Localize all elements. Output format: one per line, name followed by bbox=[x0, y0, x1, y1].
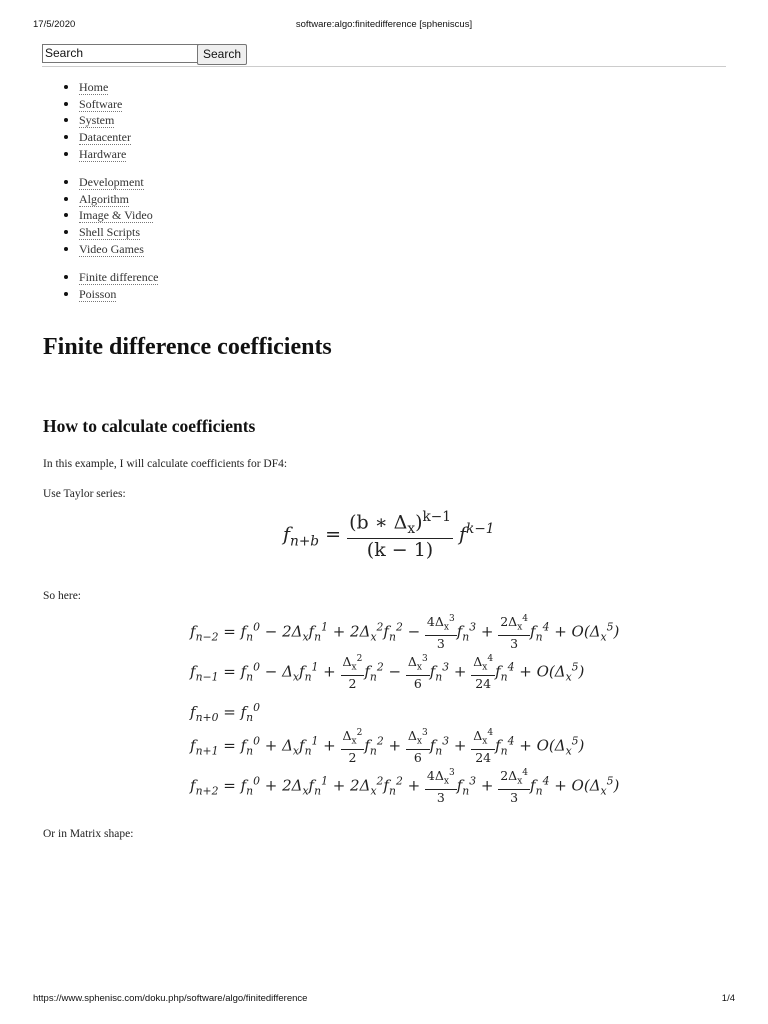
bullet-icon bbox=[64, 292, 68, 296]
bullet-icon bbox=[64, 213, 68, 217]
nav-item-finite-difference[interactable] bbox=[62, 270, 158, 287]
nav-link[interactable]: Hardware bbox=[79, 146, 127, 161]
nav-item-datacenter[interactable] bbox=[62, 130, 131, 147]
nav-item-shell-scripts[interactable] bbox=[62, 225, 153, 242]
bullet-icon bbox=[64, 230, 68, 234]
matrix-label: Or in Matrix shape: bbox=[43, 828, 134, 840]
intro-text: In this example, I will calculate coefficients for DF4: bbox=[43, 458, 288, 470]
nav-link[interactable]: Shell Scripts bbox=[79, 225, 141, 240]
so-here-label: So here: bbox=[43, 590, 82, 602]
taylor-formula: $f_{n+b}$ = $\frac{(b ∗ \Delta_x)^{k-1}}{(k - 1)}$ $f^{k-1}$ bbox=[283, 509, 495, 562]
nav-link[interactable]: Finite difference bbox=[79, 270, 159, 284]
bullet-icon bbox=[64, 247, 68, 251]
bullet-icon bbox=[64, 275, 68, 279]
nav-item-video-games[interactable] bbox=[62, 242, 153, 259]
nav-item-home[interactable] bbox=[62, 80, 131, 97]
nav-link[interactable]: Video Games bbox=[79, 241, 144, 256]
nav-item-algorithm[interactable] bbox=[62, 192, 153, 209]
print-page-title: software:algo:finitedifference [spheniscus] bbox=[295, 19, 473, 30]
nav-software bbox=[62, 175, 153, 258]
nav-item-hardware[interactable] bbox=[62, 147, 131, 164]
print-header bbox=[0, 19, 768, 33]
page-title: Finite difference coefficients bbox=[43, 334, 332, 360]
nav-link[interactable]: Poisson bbox=[79, 286, 117, 301]
nav-link[interactable]: System bbox=[79, 113, 115, 128]
nav-main bbox=[62, 80, 131, 163]
equation-row: $f_{n+1} = f_n^0 + \Delta_xf_n^1$ + $\frac{\Delta_x^2}{2}$ $f_n^2$ + $\frac{\Delta_x^3}{6}$ $f_n^3$ + $\frac{\Delta_x^4}{24}$ $f_n^4 + O(\Delta_x^5)$ bbox=[190, 728, 585, 765]
nav-link[interactable]: Algorithm bbox=[79, 191, 129, 206]
nav-link[interactable]: Development bbox=[79, 175, 144, 189]
print-date: 17/5/2020 bbox=[33, 19, 76, 30]
nav-link[interactable]: Software bbox=[79, 96, 123, 111]
search-button[interactable]: Search bbox=[197, 44, 247, 65]
equation-row: $f_{n-2} = f_n^0 - 2\Delta_xf_n^1 + 2\Delta_x^2f_n^2$ − $\frac{4\Delta_x^3}{3}$ $f_n^3$ + $\frac{2\Delta_x^4}{3}$ $f_n^4 + O(\Delta_x^5)$ bbox=[190, 614, 620, 651]
equation-row: $f_{n+0} = f_n^0$ bbox=[190, 701, 260, 724]
print-url: https://www.sphenisc.com/doku.php/software/algo/finitedifference bbox=[33, 993, 308, 1004]
section-title: How to calculate coefficients bbox=[43, 416, 256, 436]
bullet-icon bbox=[64, 85, 68, 89]
nav-item-system[interactable] bbox=[62, 113, 131, 130]
bullet-icon bbox=[64, 102, 68, 106]
nav-link[interactable]: Datacenter bbox=[79, 130, 131, 145]
print-page-number: 1/4 bbox=[721, 993, 735, 1004]
nav-item-development[interactable] bbox=[62, 175, 153, 192]
nav-item-poisson[interactable] bbox=[62, 287, 158, 304]
bullet-icon bbox=[64, 197, 68, 201]
equation-row: $f_{n-1} = f_n^0 - \Delta_xf_n^1$ + $\frac{\Delta_x^2}{2}$ $f_n^2$ − $\frac{\Delta_x^3}{6}$ $f_n^3$ + $\frac{\Delta_x^4}{24}$ $f_n^4 + O(\Delta_x^5)$ bbox=[190, 654, 585, 691]
bullet-icon bbox=[64, 180, 68, 184]
nav-link[interactable]: Image & Video bbox=[79, 208, 153, 223]
nav-link[interactable]: Home bbox=[79, 80, 109, 94]
bullet-icon bbox=[64, 118, 68, 122]
equation-row: $f_{n+2} = f_n^0 + 2\Delta_xf_n^1 + 2\Delta_x^2f_n^2$ + $\frac{4\Delta_x^3}{3}$ $f_n^3$ + $\frac{2\Delta_x^4}{3}$ $f_n^4 + O(\Delta_x^5)$ bbox=[190, 768, 620, 805]
print-footer bbox=[0, 993, 768, 1007]
taylor-label: Use Taylor series: bbox=[43, 488, 126, 500]
nav-item-software[interactable] bbox=[62, 97, 131, 114]
nav-item-image-video[interactable] bbox=[62, 208, 153, 225]
taylor-expansion-equations bbox=[190, 607, 620, 807]
search-bar bbox=[42, 44, 726, 67]
search-input[interactable]: Search bbox=[42, 44, 199, 63]
bullet-icon bbox=[64, 135, 68, 139]
bullet-icon bbox=[64, 152, 68, 156]
nav-algorithm bbox=[62, 270, 158, 303]
